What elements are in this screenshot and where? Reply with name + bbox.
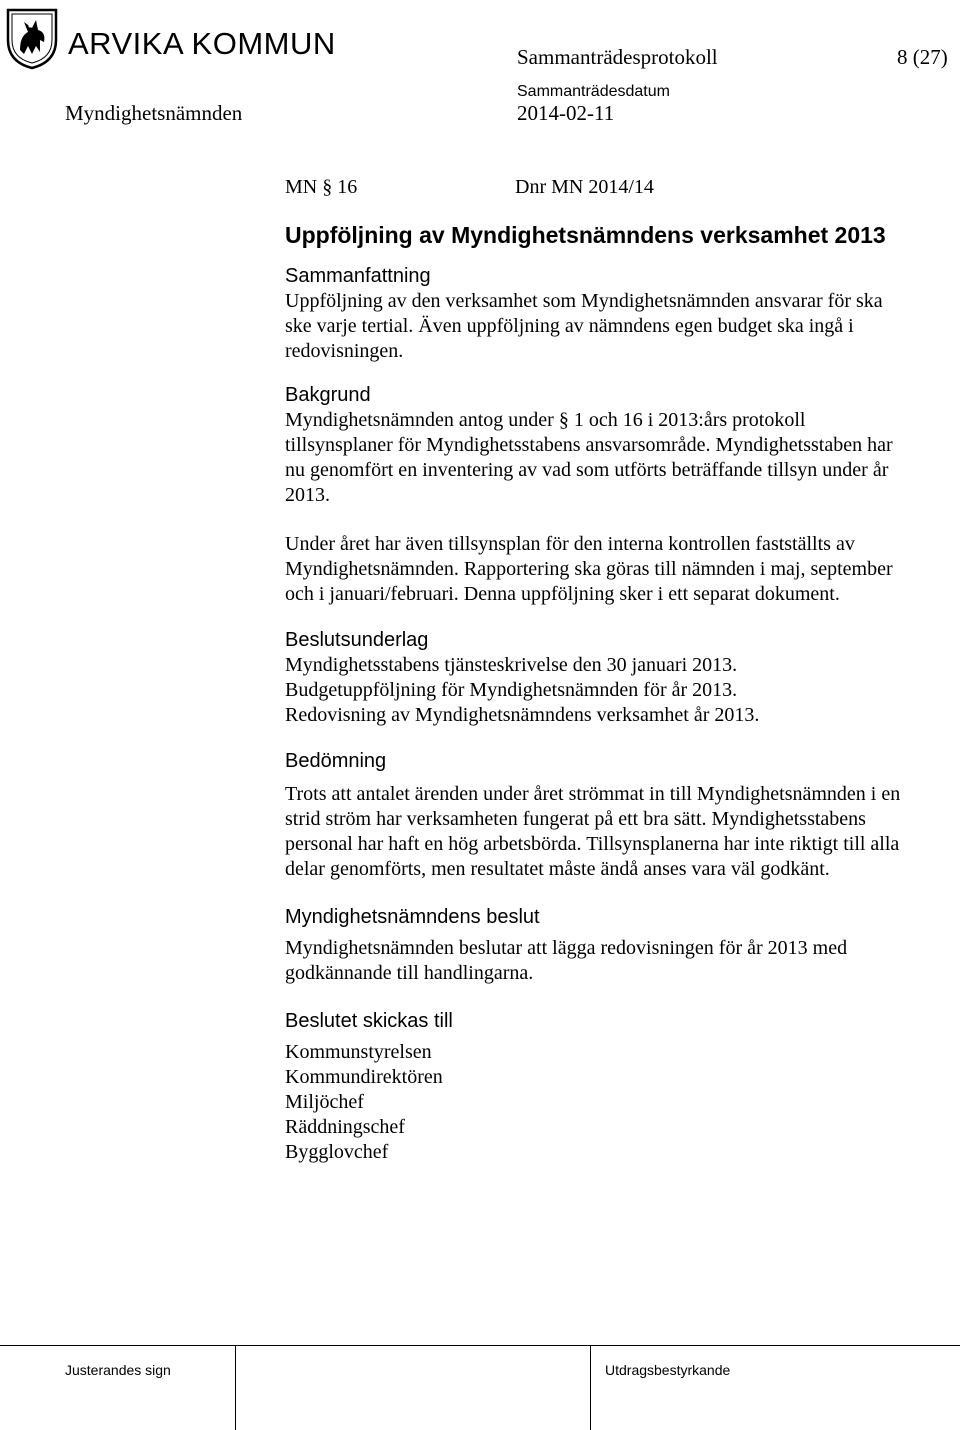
text-line: ske varje tertial. Även uppföljning av nämndens egen budget ska ingå i <box>285 315 854 337</box>
section-bedomning <box>285 748 945 882</box>
section-beslut <box>285 904 945 986</box>
text-line: Uppföljning av den verksamhet som Myndighetsnämnden ansvarar för ska <box>285 290 883 312</box>
text-line: Myndighetsnämnden. Rapportering ska göras till nämnden i maj, september <box>285 558 893 580</box>
text-line: redovisningen. <box>285 340 404 362</box>
text-line: Myndighetsstabens tjänsteskrivelse den 30 januari 2013. <box>285 654 738 676</box>
text-line: Budgetuppföljning för Myndighetsnämnden för år 2013. <box>285 679 738 701</box>
section-bakgrund <box>285 382 945 607</box>
section-heading: Bedömning <box>285 750 387 772</box>
diary-number: Dnr MN 2014/14 <box>515 176 654 198</box>
recipient: Räddningschef <box>285 1116 405 1138</box>
recipient: Kommundirektören <box>285 1066 443 1088</box>
case-reference <box>285 176 945 204</box>
text-line: Redovisning av Myndighetsnämndens verksamhet år 2013. <box>285 704 760 726</box>
footer-signature-label: Justerandes sign <box>65 1362 171 1378</box>
municipal-coat-of-arms-icon <box>6 6 58 70</box>
section-heading: Sammanfattning <box>285 265 431 287</box>
text-line: tillsynsplaner för Myndighetsstabens ansvarsområde. Myndighetsstaben har <box>285 434 893 456</box>
document-body <box>285 176 945 1165</box>
text-line: nu genomfört en inventering av vad som utförts beträffande tillsyn under år <box>285 459 889 481</box>
document-type: Sammanträdesprotokoll <box>517 45 718 69</box>
section-skickas <box>285 1008 945 1165</box>
section-heading: Bakgrund <box>285 384 371 406</box>
footer-column-divider <box>590 1345 591 1430</box>
text-line: godkännande till handlingarna. <box>285 962 534 984</box>
paragraph-number: MN § 16 <box>285 176 358 198</box>
recipient: Bygglovchef <box>285 1141 389 1163</box>
section-heading: Beslutsunderlag <box>285 629 429 651</box>
text-line: Myndighetsnämnden antog under § 1 och 16 i 2013:års protokoll <box>285 409 806 431</box>
text-line: strid ström har verksamheten fungerat på ett bra sätt. Myndighetsstabens <box>285 808 866 830</box>
section-beslutsunderlag <box>285 627 945 728</box>
footer-divider <box>0 1345 960 1346</box>
footer-column-divider <box>235 1345 236 1430</box>
text-line: delar genomförts, men resultatet måste ändå anses vara väl godkänt. <box>285 858 830 880</box>
section-heading: Beslutet skickas till <box>285 1010 453 1032</box>
section-sammanfattning <box>285 263 945 364</box>
section-heading: Myndighetsnämndens beslut <box>285 906 540 928</box>
recipient: Miljöchef <box>285 1091 364 1113</box>
text-line: Myndighetsnämnden beslutar att lägga redovisningen för år 2013 med <box>285 937 848 959</box>
text-line: 2013. <box>285 484 330 506</box>
text-line: Trots att antalet ärenden under året strömmat in till Myndighetsnämnden i en <box>285 783 901 805</box>
organization-name: Myndighetsnämnden <box>65 101 243 125</box>
text-line: personal har haft en hög arbetsbörda. Tillsynsplanerna har inte riktigt till alla <box>285 833 900 855</box>
paragraph-gap <box>285 508 945 532</box>
text-line: Under året har även tillsynsplan för den interna kontrollen fastställts av <box>285 533 855 555</box>
page-number: 8 (27) <box>897 45 948 69</box>
brand-name: ARVIKA KOMMUN <box>68 26 336 61</box>
case-title: Uppföljning av Myndighetsnämndens verksamhet 2013 <box>285 222 886 248</box>
recipient: Kommunstyrelsen <box>285 1041 432 1063</box>
meeting-date: 2014-02-11 <box>517 101 615 125</box>
footer-certification-label: Utdragsbestyrkande <box>605 1362 731 1378</box>
text-line: och i januari/februari. Denna uppföljning sker i ett separat dokument. <box>285 583 840 605</box>
date-label: Sammanträdesdatum <box>517 83 670 100</box>
